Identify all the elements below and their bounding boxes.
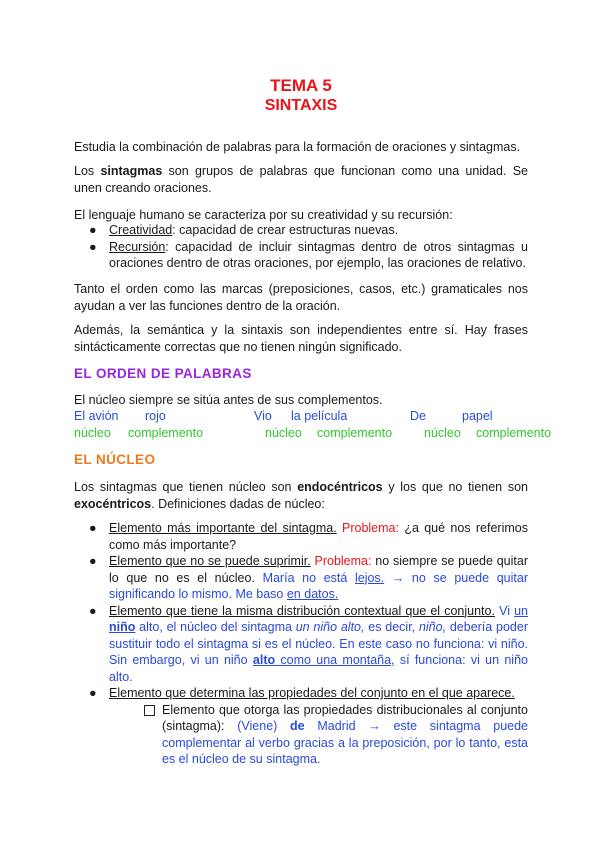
list-item: ● Elemento más importante del sintagma. Problema: ¿a qué nos referimos como más importante? xyxy=(89,521,528,552)
example-label: núcleo xyxy=(265,426,302,440)
example-word: De xyxy=(410,409,426,423)
sintagmas-paragraph: Los sintagmas son grupos de palabras que funcionan como una unidad. Se unen creando oraciones. xyxy=(74,164,528,195)
checkbox-bullet-icon xyxy=(144,705,155,716)
section-heading-nucleo: EL NÚCLEO xyxy=(74,452,156,467)
orden-paragraph: Tanto el orden como las marcas (preposiciones, casos, etc.) gramaticales nos ayudan a ver las funciones dentro de la oración. xyxy=(74,282,528,313)
example-label: complemento xyxy=(128,426,204,440)
example-word: rojo xyxy=(145,409,166,423)
semantica-paragraph: Además, la semántica y la sintaxis son independientes entre sí. Hay frases sintácticamente correctas que no tienen ningún significado. xyxy=(74,323,528,354)
section-heading-orden: EL ORDEN DE PALABRAS xyxy=(74,366,252,381)
example-label: núcleo xyxy=(424,426,461,440)
example-label: núcleo xyxy=(74,426,111,440)
list-item: ● Elemento que determina las propiedades del conjunto en el que aparece. Elemento que otorga las propiedades distribucionales al conjunto (sintagma): (Viene) de Madrid → este sintagma puede complementar al verbo gracias a la preposición, por lo tanto, esta es el núcleo de su sintagma. xyxy=(89,686,528,766)
definitions-list xyxy=(74,520,528,768)
page-subtitle: SINTAXIS xyxy=(264,97,338,114)
example-word: papel xyxy=(462,409,493,423)
list-item: ● Elemento que no se puede suprimir. Problema: no siempre se puede quitar lo que no es el núcleo. María no está lejos. → no se puede quitar significando lo mismo. Me baso en datos. xyxy=(89,554,528,601)
example-label: complemento xyxy=(317,426,393,440)
example-label: complemento xyxy=(476,426,552,440)
nucleo-paragraph: El núcleo siempre se sitúa antes de sus complementos. xyxy=(74,393,383,407)
properties-list xyxy=(74,222,528,272)
page-title: TEMA 5 xyxy=(270,76,332,95)
example-word: Vio xyxy=(254,409,272,423)
list-item: ● Elemento que tiene la misma distribución contextual que el conjunto. Vi un niño alto, el núcleo del sintagma un niño alto, es decir, niño, debería poder sustituir todo el sintagma si es el núcleo. En este caso no funciona: vi niño. Sin embargo, vi un niño alto como una montaña, sí funciona: vi un niño alto. xyxy=(89,603,528,684)
sub-list-item: Elemento que otorga las propiedades distribucionales al conjunto (sintagma): (Viene) de Madrid → este sintagma puede complementar al verbo gracias a la preposición, por lo tanto, esta es el núcleo de su sintagma. xyxy=(144,702,528,768)
list-item: ● Recursión: capacidad de incluir sintagmas dentro de otros sintagmas u oraciones dentro de otras oraciones, por ejemplo, las oraciones de relativo. xyxy=(89,239,528,270)
example-word: la película xyxy=(291,409,348,423)
intro-paragraph: Estudia la combinación de palabras para la formación de oraciones y sintagmas. xyxy=(74,140,521,154)
example-word: El avión xyxy=(74,409,119,423)
list-item: ● Creatividad: capacidad de crear estructuras nuevas. xyxy=(89,223,399,237)
lenguaje-paragraph: El lenguaje humano se caracteriza por su creatividad y su recursión: xyxy=(74,208,453,222)
endocentricos-paragraph: Los sintagmas que tienen núcleo son endocéntricos y los que no tienen son exocéntricos. Definiciones dadas de núcleo: xyxy=(74,480,528,511)
